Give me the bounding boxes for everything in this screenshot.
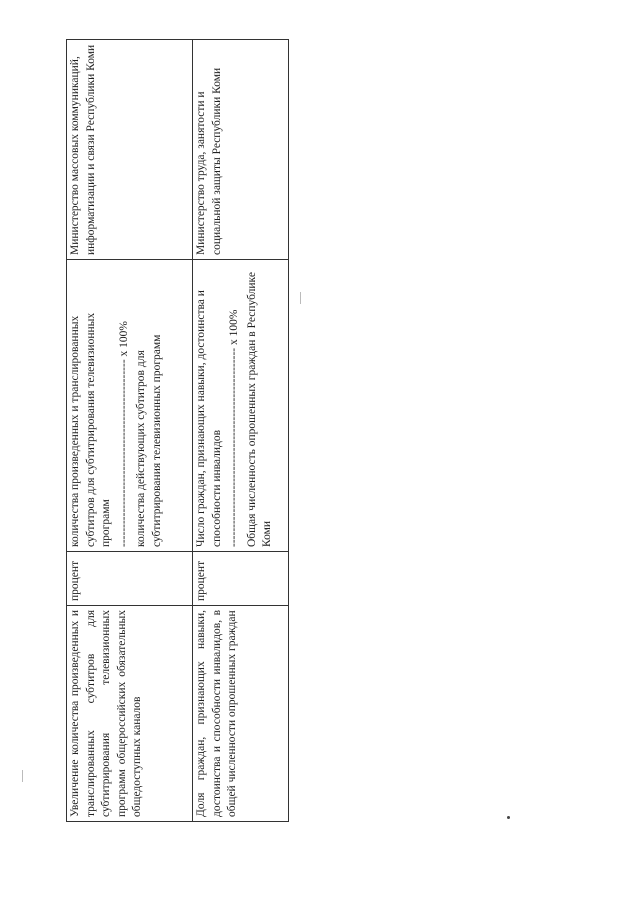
formula-denominator: количества действующих субтитров для субтитрирования телевизионных программ (135, 334, 163, 547)
unit-cell: процент (193, 552, 289, 606)
formula-denominator: Общая численность опрошенных граждан в Республике Коми (245, 272, 273, 547)
responsible-cell: Министерство массовых коммуникаций, информатизации и связи Республики Коми (67, 40, 193, 260)
scan-mark-left (22, 770, 23, 782)
indicator-cell: Увеличение количества произведенных и транслированных субтитров для субтитрирования телевизионных программ общероссийских обязательных общедоступных каналов (67, 606, 193, 822)
unit-cell: процент (67, 552, 193, 606)
indicator-cell: Доля граждан, признающих навыки, достоинства и способности инвалидов, в общей численности опрошенных граждан (193, 606, 289, 822)
formula-cell (193, 260, 289, 552)
rotated-table-wrapper (66, 40, 288, 822)
formula-cell (67, 260, 193, 552)
indicators-table (66, 39, 289, 822)
formula-numerator: количества произведенных и транслированных субтитров для субтитрирования телевизионных программ (69, 312, 112, 547)
formula-divider: ---------------------------------------------------- х 100% (228, 309, 240, 547)
table-row (193, 40, 289, 822)
table-row (67, 40, 193, 822)
scan-mark-top (300, 292, 301, 304)
scan-dot (507, 816, 510, 819)
formula-numerator: Число граждан, признающих навыки, достоинства и способности инвалидов (195, 290, 223, 547)
responsible-cell: Министерство труда, занятости и социальной защиты Республики Коми (193, 40, 289, 260)
formula-divider: ------------------------------------------------- х 100% (117, 321, 130, 547)
